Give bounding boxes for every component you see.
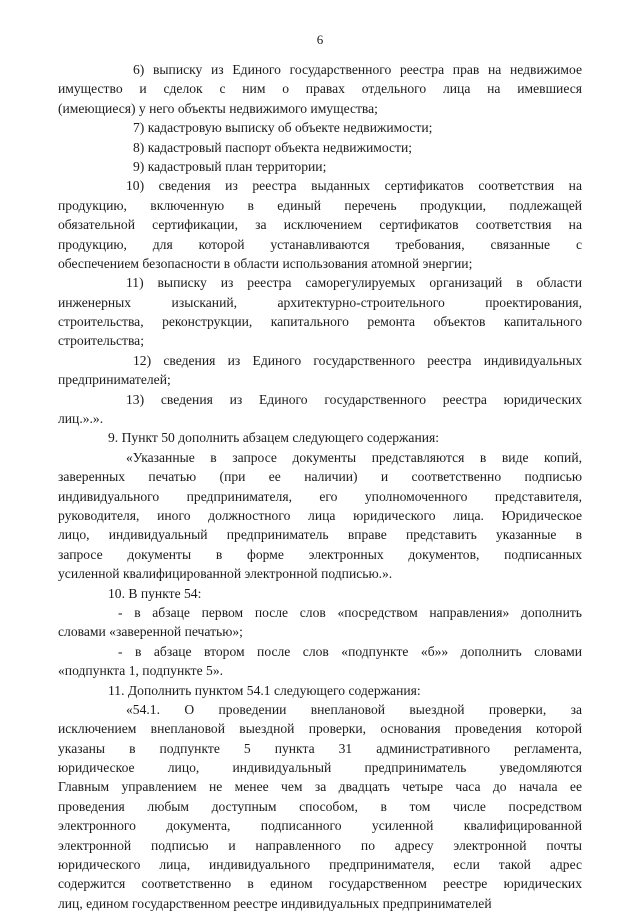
text-line: 11. Дополнить пунктом 54.1 следующего содержания: <box>108 682 421 698</box>
text-line: лиц, едином государственном реестре индивидуальных предпринимателей <box>58 895 492 911</box>
text-line: проведения любым доступным способом, в том числе посредством <box>58 798 582 814</box>
text-line: исключением внеплановой выездной проверки, основания проведения которой <box>58 721 582 737</box>
text-line: инженерных изысканий, архитектурно-строительного проектирования, <box>58 294 582 310</box>
text-line: строительства; <box>58 333 144 349</box>
text-line: обязательной сертификации, за исключением сертификатов соответствия на <box>58 217 582 233</box>
paragraph <box>58 584 582 603</box>
text-line: обеспечением безопасности в области использования атомной энергии; <box>58 255 473 271</box>
paragraph <box>58 448 582 584</box>
text-line: индивидуального предпринимателя, его уполномоченного представителя, <box>58 488 582 504</box>
paragraph <box>58 603 582 642</box>
text-line: 11) выписку из реестра саморегулируемых организаций в области <box>126 275 582 291</box>
page-number: 6 <box>316 32 324 47</box>
text-line: «подпункта 1, подпункте 5». <box>58 663 224 679</box>
text-line: 13) сведения из Единого государственного реестра юридических <box>126 391 582 407</box>
paragraph <box>58 118 582 137</box>
text-line: заверенных печатью (при ее наличии) и соответственно подписью <box>58 469 582 485</box>
text-line: строительства, реконструкции, капитального ремонта объектов капитального <box>58 314 582 330</box>
text-line: «54.1. О проведении внеплановой выездной проверки, за <box>126 701 582 717</box>
text-line: «Указанные в запросе документы представляются в виде копий, <box>126 449 582 465</box>
text-line: продукцию, включенную в единый перечень продукции, подлежащей <box>58 197 582 213</box>
text-line: лицо, индивидуальный предприниматель вправе представить указанные в <box>58 527 582 543</box>
paragraph <box>58 428 582 447</box>
text-line: (имеющиеся) у него объекты недвижимого имущества; <box>58 100 378 116</box>
text-line: усиленной квалифицированной электронной подписью.». <box>58 566 393 582</box>
text-line: лиц.».». <box>58 411 104 427</box>
text-line: 7) кадастровую выписку об объекте недвижимости; <box>133 120 433 136</box>
text-line: продукцию, для которой устанавливаются требования, связанные с <box>58 236 582 252</box>
text-line: указаны в подпункте 5 пункта 31 административного регламента, <box>58 740 582 756</box>
paragraph <box>58 138 582 157</box>
text-line: 9) кадастровый план территории; <box>133 158 327 174</box>
paragraph <box>58 157 582 176</box>
paragraph <box>58 351 582 390</box>
text-line: юридическое лицо, индивидуальный предприниматель уведомляются <box>58 760 582 776</box>
paragraph <box>58 176 582 273</box>
paragraph <box>58 273 582 351</box>
paragraph <box>58 60 582 118</box>
paragraph <box>58 700 582 913</box>
text-line: 12) сведения из Единого государственного реестра индивидуальных <box>133 352 582 368</box>
text-line: электронного документа, подписанного усиленной квалифицированной <box>58 818 582 834</box>
text-line: 10. В пункте 54: <box>108 585 202 601</box>
text-line: - в абзаце первом после слов «посредством направления» дополнить <box>118 604 582 620</box>
text-line: 6) выписку из Единого государственного реестра прав на недвижимое <box>133 62 582 77</box>
paragraph <box>58 681 582 700</box>
text-line: 8) кадастровый паспорт объекта недвижимости; <box>133 139 413 155</box>
text-line: руководителя, иного должностного лица юридического лица. Юридическое <box>58 507 582 523</box>
paragraph <box>58 642 582 681</box>
text-line: запросе документы в форме электронных документов, подписанных <box>58 546 582 562</box>
text-line: содержится соответственно в едином государственном реестре юридических <box>58 876 582 892</box>
paragraph <box>58 390 582 429</box>
text-line: предпринимателей; <box>58 372 171 388</box>
text-line: юридического лица, индивидуального предпринимателя, если такой адрес <box>58 857 582 873</box>
text-line: Главным управлением не менее чем за двадцать четыре часа до начала ее <box>58 779 582 795</box>
document-body <box>58 60 582 913</box>
text-line: электронной подписью и направленного по адресу электронной почты <box>58 837 582 853</box>
text-line: имущество и сделок с ним о правах отдельного лица на имевшиеся <box>58 81 582 97</box>
text-line: - в абзаце втором после слов «подпункте «б»» дополнить словами <box>118 643 582 659</box>
text-line: 10) сведения из реестра выданных сертификатов соответствия на <box>126 178 582 194</box>
text-line: словами «заверенной печатью»; <box>58 624 243 640</box>
text-line: 9. Пункт 50 дополнить абзацем следующего содержания: <box>108 430 440 446</box>
